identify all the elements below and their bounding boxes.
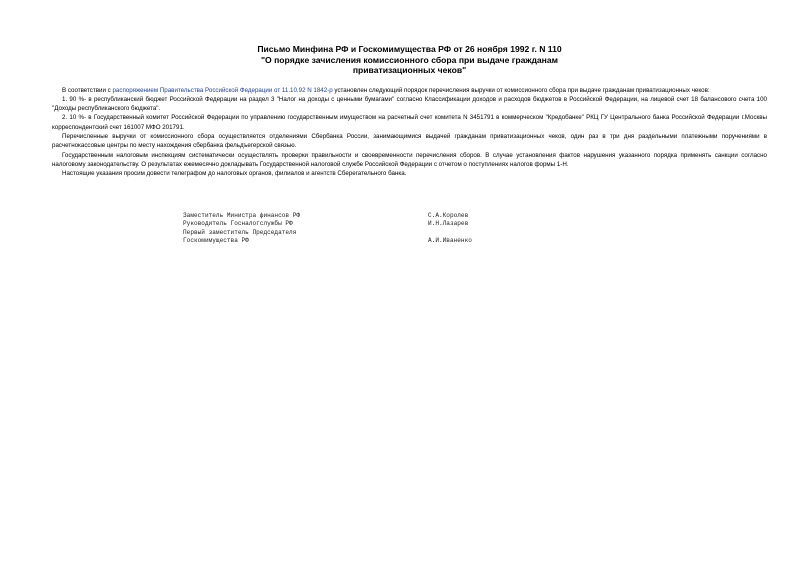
paragraph-item-1: 1. 90 %- в республиканский бюджет Российской Федерации на раздел 3 "Налог на доходы с ценными бумагами" согласно Классификации доходов и расходов бюджетов в Российской Федерации, на лицевой счет 18 балансового счета 100 "Доходы республиканского бюджета". [52, 95, 767, 113]
signature-position: Первый заместитель Председателя [183, 228, 297, 236]
title-line-3: приватизационных чеков" [352, 65, 467, 75]
document [52, 44, 767, 178]
title-line-2: "О порядке зачисления комиссионного сбора при выдаче гражданам [260, 54, 559, 65]
signature-block [183, 212, 513, 246]
paragraph-intro [52, 86, 767, 95]
paragraph-execution: Перечисленные выручки от комиссионного сбора осуществляется отделениями Сбербанка России, занимающимися выдачей гражданам приватизационных чеков, один раз в три дня раздельными платежными поручениями в расчетнокассовые центры по месту нахождения сбербанка фельдъегерской связью. [52, 132, 767, 150]
intro-text-before: В соответствии с [62, 86, 113, 94]
signature-row [183, 212, 513, 220]
signature-name [428, 229, 508, 237]
signature-position: Заместитель Министра финансов РФ [183, 212, 301, 219]
signature-row [183, 229, 513, 237]
signature-name: С.А.Королев [428, 212, 469, 219]
signature-position: Госкомимущества РФ [183, 237, 249, 245]
title-line-1: Письмо Минфина РФ и Госкомимущества РФ от 26 ноября 1992 г. N 110 [257, 44, 562, 54]
signature-row [183, 220, 513, 228]
paragraph-item-2: 2. 10 %- в Государственный комитет Российской Федерации по управлению государственным имуществом на расчетный счет комитета N 3451791 в коммерческом "Кредобанке" РКЦ ГУ Центрального банка Российской Федерации г.Москвы корреспондентский счет 161007 МФО 201791. [52, 114, 767, 131]
document-title [52, 44, 767, 76]
decree-link[interactable]: распоряжением Правительства Российской Федерации от 11.10.92 N 1842-р [112, 86, 333, 94]
signature-name: И.Н.Лазарев [428, 220, 469, 228]
intro-text-after: установлен следующий порядок перечисления выручки от комиссионного сбора при выдаче гражданам приватизационных чеков: [332, 86, 710, 94]
paragraph-inspections: Государственным налоговым инспекциям систематически осуществлять проверки правильности и своевременности перечисления сборов. В случае установления фактов нарушения указанного порядка применять санкции согласно налоговому законодательству. О результатах ежемесячно докладывать Государственной налоговой службе Российской Федерации с отчетом о поступлениях налогов формы 1-Н. [52, 151, 767, 168]
signature-row [183, 237, 513, 245]
paragraph-instructions: Настоящие указания просим довести телеграфом до налоговых органов, филиалов и агентств Сберегательного банка. [62, 170, 407, 178]
signature-name: А.И.Иваненко [428, 237, 472, 245]
signature-position: Руководитель Госналогслужбы РФ [183, 220, 293, 228]
